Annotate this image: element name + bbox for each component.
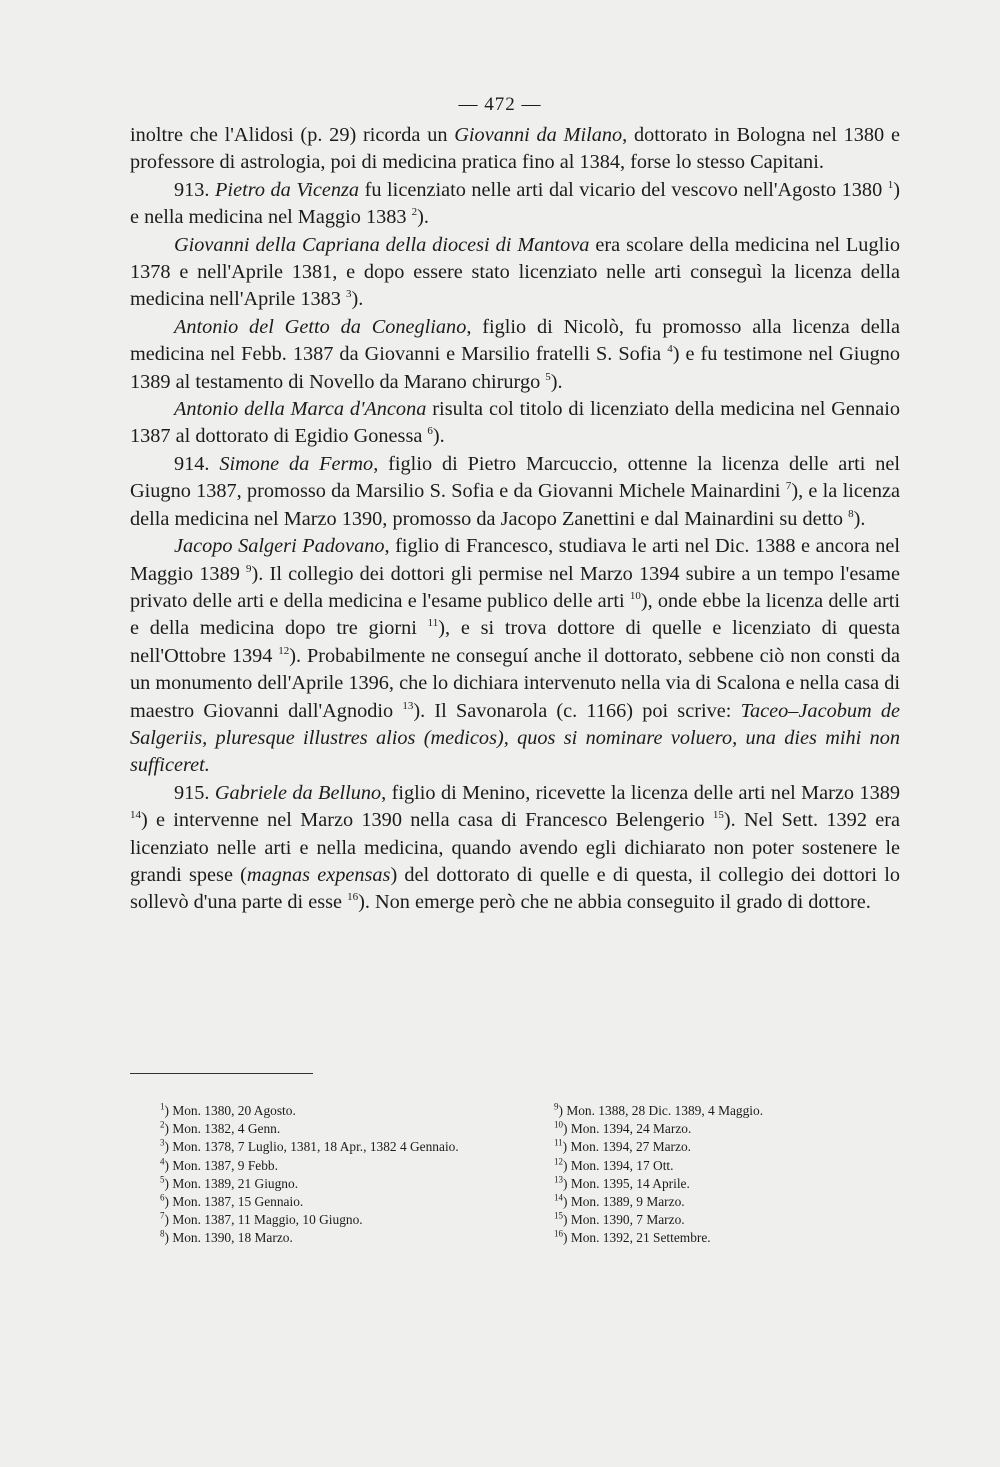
italic-text: Gabriele da Belluno: [214, 781, 382, 804]
footnote-number: 3: [160, 1137, 165, 1148]
text-run: , figlio di Menino, ricevette la licenza delle arti nel Marzo 1389: [381, 781, 900, 804]
footnote: [524, 1193, 904, 1211]
footnote-paren: ): [164, 1157, 173, 1173]
text-run: , dottorato in Bologna nel 1380 e professore di astrologia, poi di medicina pratica fino al 1384, forse lo stesso Capitani.: [130, 124, 900, 174]
footnote: [130, 1120, 490, 1138]
text-run: ). Probabilmente ne conseguí anche il dottorato, sebbene ciò non consti da un monumento dell'Aprile 1396, che lo dichiara intervenuto nella via di Scalona e nella casa di maestro Giovanni dall'Agnodio: [130, 644, 900, 722]
footnote: [130, 1138, 490, 1156]
footnote-ref: 16: [347, 891, 359, 904]
text-run: 913.: [174, 178, 216, 201]
footnote: [130, 1229, 490, 1247]
footnote-text: Mon. 1387, 9 Febb.: [172, 1157, 278, 1173]
footnotes-left-column: [130, 1102, 490, 1248]
footnote-text: Mon. 1394, 17 Ott.: [570, 1157, 674, 1173]
italic-text: Taceo–Jacobum de Salgeriis, pluresque illustres alios (medicos), quos si nominare voluero, una dies mihi non sufficeret.: [130, 699, 900, 777]
paragraph: [130, 451, 900, 533]
footnote-text: Mon. 1390, 18 Marzo.: [172, 1230, 293, 1246]
footnote-text: Mon. 1382, 4 Genn.: [172, 1121, 281, 1137]
text-run: era scolare della medicina nel Luglio 1378 e nell'Aprile 1381, e dopo essere stato licenziato nelle arti conseguì la licenza della medicina nell'Aprile 1383: [130, 233, 900, 311]
text-run: , figlio di Pietro Marcuccio, ottenne la licenza delle arti nel Giugno 1387, promosso da Marsilio S. Sofia e da Giovanni Michele Mainardini: [130, 452, 900, 503]
footnote-number: 11: [554, 1137, 563, 1148]
footnote-number: 4: [160, 1156, 165, 1167]
paragraph: [130, 780, 900, 917]
text-run: ). Il collegio dei dottori gli permise nel Marzo 1394 subire a un tempo l'esame privato delle arti e della medicina e l'esame publico delle arti: [130, 562, 900, 612]
footnotes-right-column: [524, 1102, 904, 1248]
text-run: ) e intervenne nel Marzo 1390 nella casa di Francesco Belengerio: [141, 809, 713, 832]
text-run: ).: [853, 507, 866, 530]
italic-text: Pietro da Vicenza: [215, 178, 360, 201]
footnote-paren: ): [563, 1230, 571, 1246]
footnote: [130, 1175, 490, 1193]
footnote-ref: 2: [411, 206, 418, 219]
footnote: [524, 1102, 904, 1120]
paragraph: [130, 533, 900, 780]
italic-text: Giovanni della Capriana della diocesi di Mantova: [174, 233, 590, 256]
footnote-paren: ): [563, 1194, 571, 1210]
text-run: ), e si trova dottore di quelle e licenziato di questa nell'Ottobre 1394: [130, 617, 901, 667]
footnote: [524, 1211, 904, 1229]
footnote-paren: ): [558, 1103, 567, 1118]
footnote-paren: ): [563, 1121, 571, 1137]
footnote-text: Mon. 1389, 9 Marzo.: [570, 1194, 685, 1210]
footnote-number: 7: [160, 1210, 165, 1221]
footnote-text: Mon. 1378, 7 Luglio, 1381, 18 Apr., 1382 4 Gennaio.: [172, 1139, 459, 1155]
text-run: fu licenziato nelle arti dal vicario del vescovo nell'Agosto 1380: [359, 178, 888, 201]
footnote-number: 16: [554, 1228, 563, 1239]
text-run: 915.: [174, 781, 215, 804]
footnote-ref: 10: [629, 590, 641, 603]
footnote-paren: ): [164, 1230, 173, 1246]
italic-text: Giovanni da Milano: [454, 124, 623, 146]
text-run: , figlio di Francesco, studiava le arti nel Dic. 1388 e ancora nel Maggio 1389: [130, 535, 900, 585]
text-run: ), e la licenza della medicina nel Marzo 1390, promosso da Jacopo Zanettini e dal Mainardini su detto: [130, 480, 901, 530]
text-run: , figlio di Nicolò, fu promosso alla licenza della medicina nel Febb. 1387 da Giovanni e Marsilio fratelli S. Sofia: [130, 315, 900, 366]
text-run: ) e fu testimone nel Giugno 1389 al testamento di Novello da Marano chirurgo: [130, 343, 901, 393]
footnote-ref: 8: [848, 507, 854, 520]
text-run: ). Nel Sett. 1392 era licenziato nelle arti e nella medicina, quando avendo egli dichiarato non poter sostenere le grandi spese (: [130, 809, 900, 886]
text-run: ).: [351, 288, 364, 311]
footnote-number: 5: [160, 1174, 165, 1185]
italic-text: Simone da Fermo: [219, 452, 374, 475]
footnote-paren: ): [562, 1139, 571, 1155]
footnote: [524, 1138, 904, 1156]
footnote-ref: 14: [130, 809, 141, 822]
footnote-ref: 5: [545, 370, 551, 383]
footnote: [524, 1175, 904, 1193]
footnote-ref: 1: [887, 179, 894, 192]
footnote-paren: ): [164, 1212, 173, 1228]
footnote-number: 14: [554, 1192, 563, 1203]
italic-text: Antonio del Getto da Conegliano: [174, 315, 467, 338]
italic-text: magnas expensas: [246, 863, 391, 886]
footnote-paren: ): [563, 1157, 571, 1173]
footnote-text: Mon. 1394, 27 Marzo.: [570, 1139, 691, 1155]
footnote-number: 15: [554, 1210, 563, 1221]
footnote-number: 9: [554, 1101, 559, 1112]
footnote-paren: ): [164, 1139, 173, 1155]
footnote-text: Mon. 1388, 28 Dic. 1389, 4 Maggio.: [566, 1103, 764, 1118]
text-run: ).: [550, 370, 563, 393]
text-run: ).: [432, 425, 445, 448]
text-run: ) del dottorato di quelle e di questa, il collegio dei dottori lo sollevò d'una parte di esse: [130, 863, 900, 914]
footnote: [524, 1157, 904, 1175]
footnote-number: 8: [160, 1228, 165, 1239]
footnote: [130, 1193, 490, 1211]
footnote-text: Mon. 1395, 14 Aprile.: [570, 1175, 690, 1191]
footnote: [524, 1229, 904, 1247]
footnote-ref: 13: [402, 699, 414, 712]
paragraph: [130, 177, 900, 232]
footnote-paren: ): [164, 1175, 173, 1191]
footnote: [524, 1120, 904, 1138]
footnote-ref: 6: [427, 425, 433, 438]
footnote-number: 1: [160, 1101, 165, 1112]
page-number: — 472 —: [458, 94, 542, 115]
footnote-ref: 4: [667, 343, 673, 356]
footnote-ref: 7: [785, 480, 792, 493]
text-run: risulta col titolo di licenziato della medicina nel Gennaio 1387 al dottorato di Egidio Gonessa: [130, 398, 900, 448]
footnote-ref: 3: [345, 288, 352, 301]
footnote-paren: ): [164, 1121, 173, 1137]
footnote: [130, 1211, 490, 1229]
body-text: [130, 122, 900, 917]
text-run: inoltre che l'Alidosi (p. 29) ricorda un: [130, 124, 455, 146]
footnote-ref: 15: [712, 809, 724, 822]
text-run: ), onde ebbe la licenza delle arti e della medicina dopo tre giorni: [130, 589, 900, 640]
footnote-text: Mon. 1387, 15 Gennaio.: [172, 1194, 304, 1210]
italic-text: Antonio della Marca d'Ancona: [174, 398, 427, 421]
footnote-text: Mon. 1380, 20 Agosto.: [172, 1103, 296, 1118]
footnote-number: 12: [554, 1156, 563, 1167]
footnote-text: Mon. 1389, 21 Giugno.: [172, 1175, 299, 1191]
italic-text: Jacopo Salgeri Padovano: [174, 535, 385, 558]
footnote-number: 6: [160, 1192, 165, 1203]
paragraph: [130, 122, 900, 177]
footnote-paren: ): [563, 1175, 571, 1191]
text-run: ). Non emerge però che ne abbia conseguito il grado di dottore.: [358, 891, 871, 914]
footnote-text: Mon. 1392, 21 Settembre.: [570, 1230, 711, 1246]
footnote-text: Mon. 1394, 24 Marzo.: [570, 1121, 692, 1137]
text-run: ). Il Savonarola (c. 1166) poi scrive:: [413, 699, 741, 722]
footnote-text: Mon. 1390, 7 Marzo.: [570, 1212, 685, 1228]
footnote-paren: ): [164, 1194, 173, 1210]
footnote-paren: ): [563, 1212, 571, 1228]
paragraph: [130, 232, 900, 314]
paragraph: [130, 396, 900, 451]
footnote-number: 10: [554, 1119, 563, 1130]
footnote-number: 2: [160, 1119, 165, 1130]
footnote-ref: 9: [246, 562, 252, 575]
footnote-ref: 11: [427, 617, 439, 630]
footnote: [130, 1102, 490, 1120]
footnote: [130, 1157, 490, 1175]
footnote-separator: [130, 1073, 313, 1074]
footnote-text: Mon. 1387, 11 Maggio, 10 Giugno.: [172, 1212, 363, 1228]
paragraph: [130, 314, 900, 396]
footnote-ref: 12: [278, 644, 290, 657]
text-run: 914.: [174, 452, 220, 475]
text-run: ) e nella medicina nel Maggio 1383: [130, 178, 901, 229]
text-run: ).: [417, 206, 429, 229]
footnote-number: 13: [554, 1174, 563, 1185]
footnote-paren: ): [164, 1103, 173, 1118]
